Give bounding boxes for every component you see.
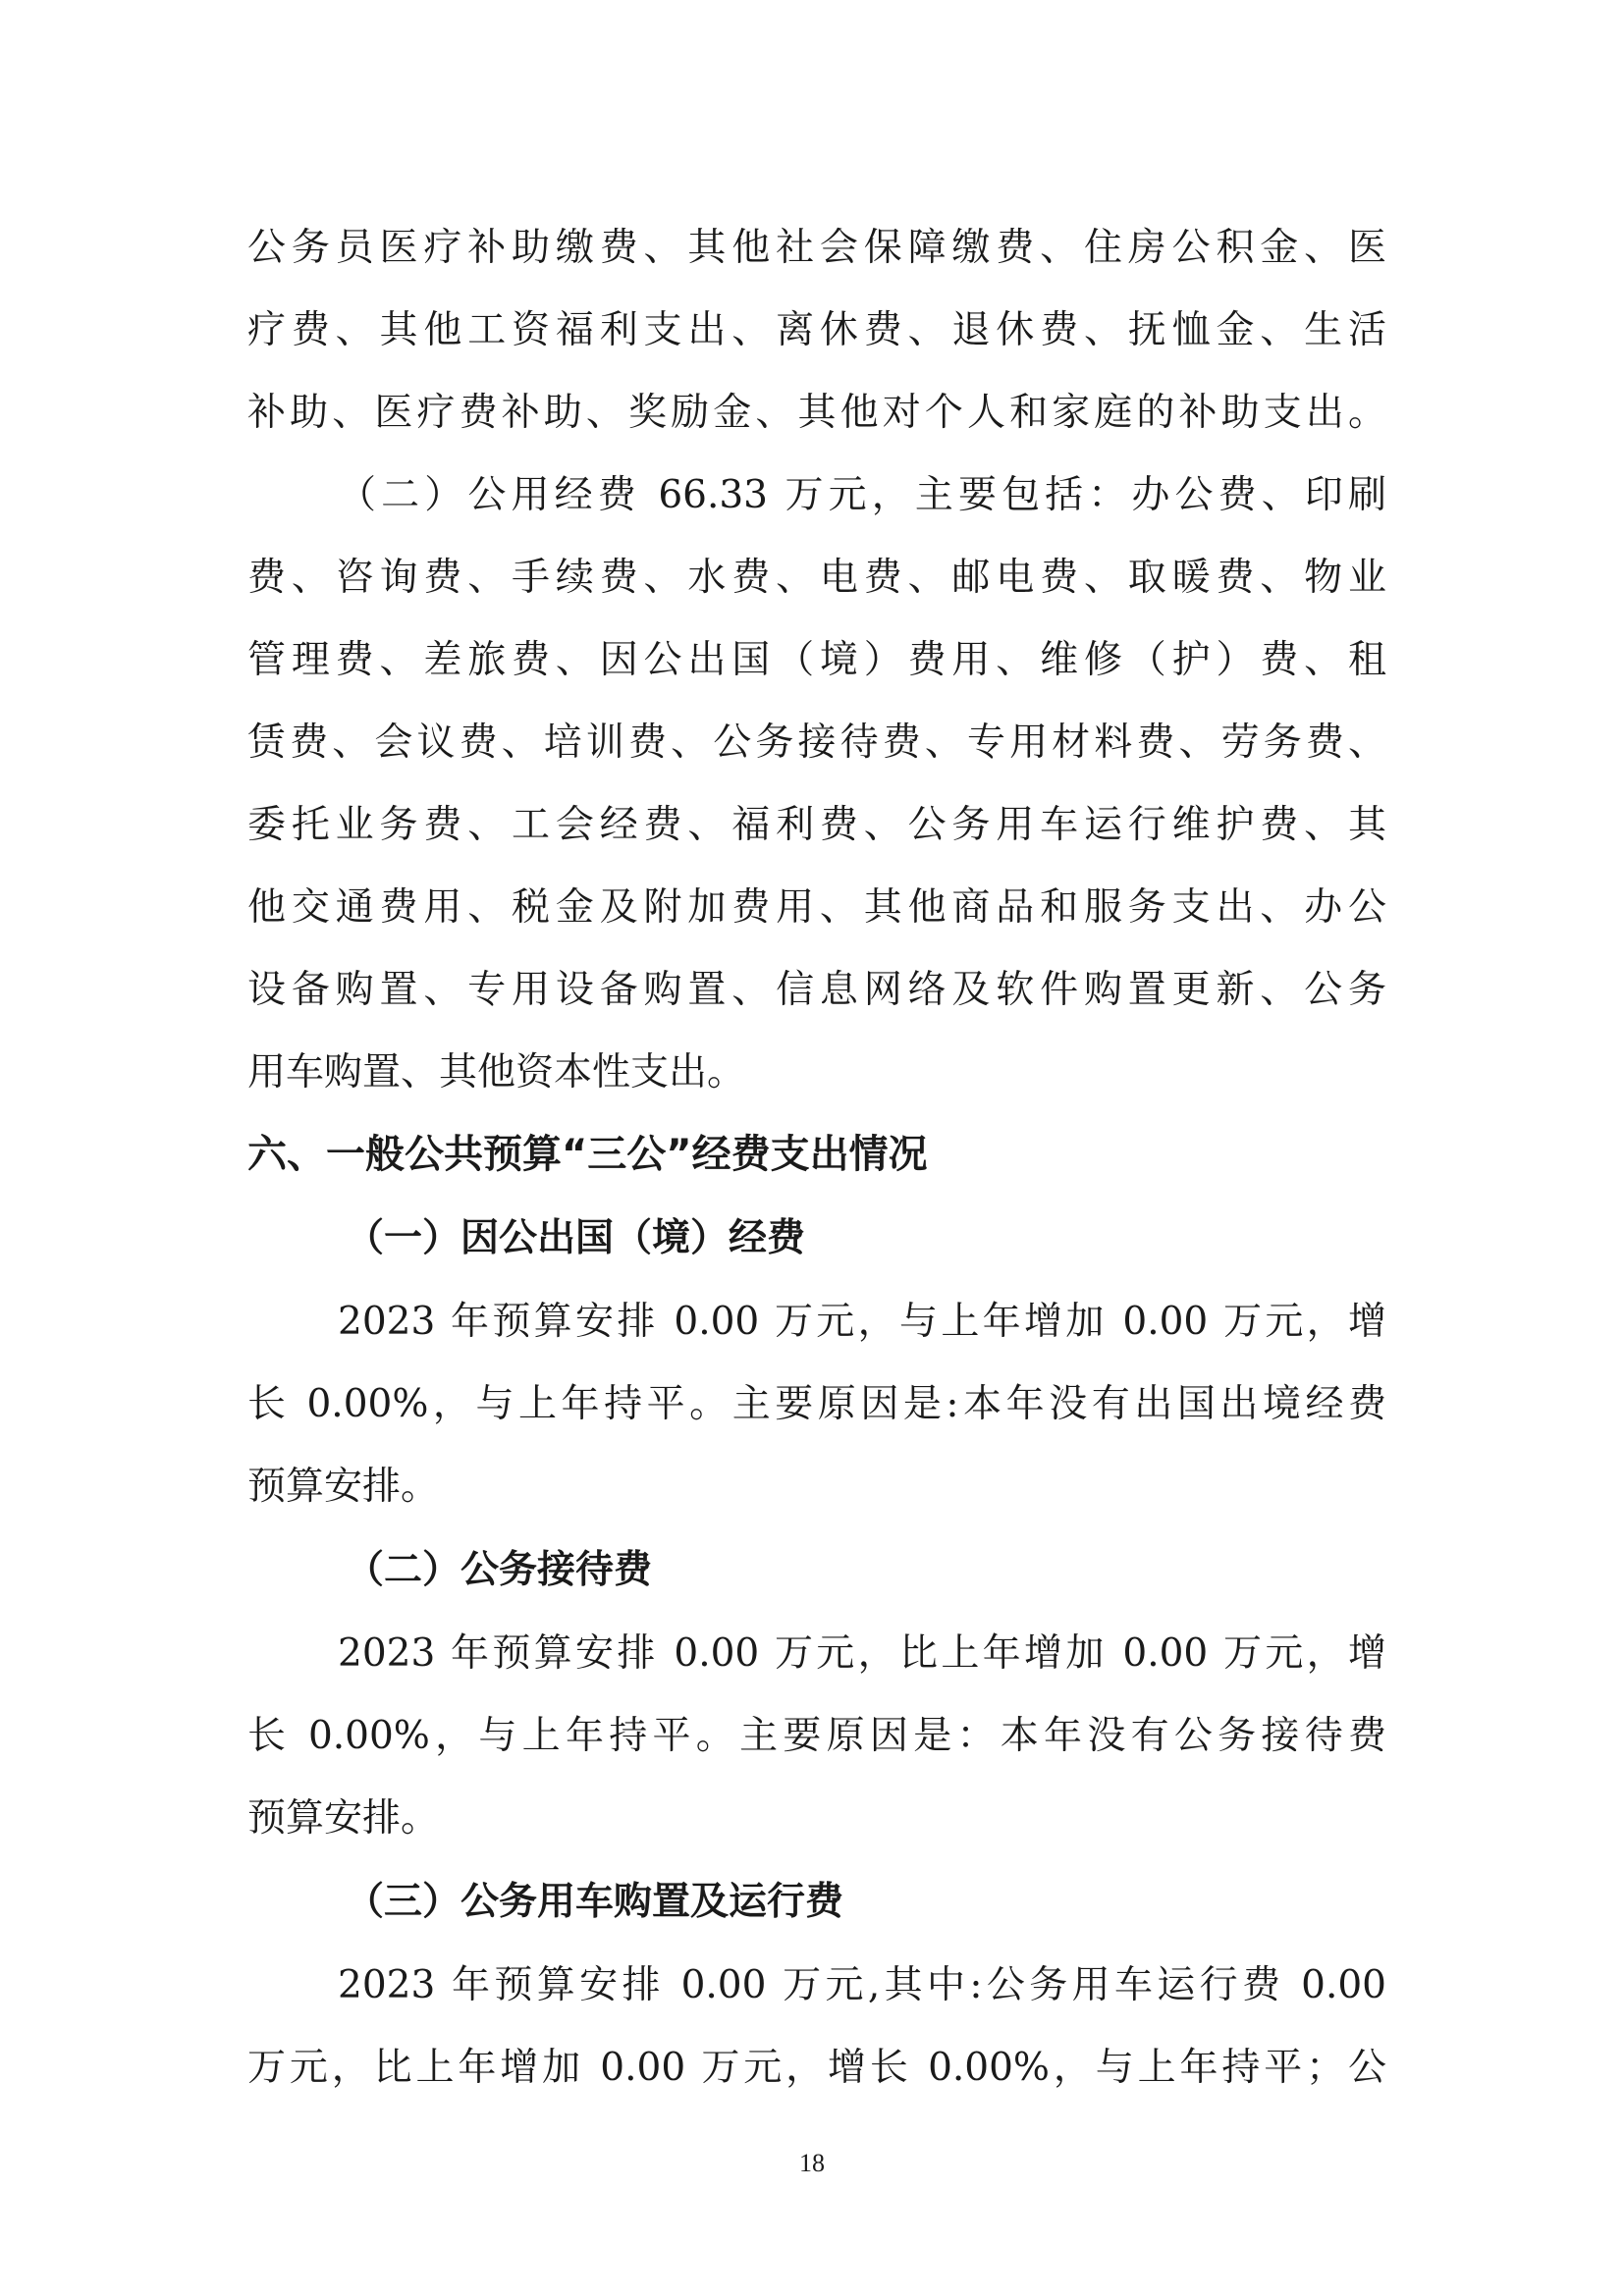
section-heading: 六、一般公共预算“三公”经费支出情况 (247, 1132, 928, 1177)
paragraph-line: 万元，比上年增加 0.00 万元，增长 0.00%，与上年持平；公 (247, 2046, 1386, 2090)
paragraph-line: 委托业务费、工会经费、福利费、公务用车运行维护费、其 (247, 803, 1386, 847)
paragraph-line: 长 0.00%，与上年持平。主要原因是:本年没有出国出境经费 (247, 1382, 1386, 1426)
paragraph-line: 预算安排。 (247, 1465, 440, 1509)
paragraph-line: 补助、医疗费补助、奖励金、其他对个人和家庭的补助支出。 (247, 391, 1386, 435)
paragraph-line: 管理费、差旅费、因公出国（境）费用、维修（护）费、租 (247, 638, 1386, 682)
paragraph-line: 他交通费用、税金及附加费用、其他商品和服务支出、办公 (247, 885, 1386, 930)
paragraph-line: 长 0.00%，与上年持平。主要原因是：本年没有公务接待费 (247, 1714, 1386, 1758)
paragraph-line: 2023 年预算安排 0.00 万元，比上年增加 0.00 万元，增 (338, 1631, 1386, 1676)
paragraph-line: 公务员医疗补助缴费、其他社会保障缴费、住房公积金、医 (247, 226, 1386, 270)
paragraph-line: 用车购置、其他资本性支出。 (247, 1050, 746, 1095)
paragraph-line: 设备购置、专用设备购置、信息网络及软件购置更新、公务 (247, 968, 1386, 1012)
paragraph-line: 预算安排。 (247, 1796, 440, 1841)
subsection-title: （二）公务接待费 (346, 1548, 653, 1592)
subsection-title: （三）公务用车购置及运行费 (346, 1880, 844, 1924)
paragraph-line: 疗费、其他工资福利支出、离休费、退休费、抚恤金、生活 (247, 308, 1386, 352)
paragraph-line: 2023 年预算安排 0.00 万元,其中:公务用车运行费 0.00 (338, 1963, 1386, 2007)
paragraph-line: 费、咨询费、手续费、水费、电费、邮电费、取暖费、物业 (247, 556, 1386, 600)
paragraph-line: 赁费、会议费、培训费、公务接待费、专用材料费、劳务费、 (247, 721, 1386, 765)
page-number: 18 (799, 2149, 825, 2177)
paragraph-line: （二）公用经费 66.33 万元，主要包括：办公费、印刷 (338, 473, 1386, 517)
subsection-title: （一）因公出国（境）经费 (346, 1216, 806, 1260)
paragraph-line: 2023 年预算安排 0.00 万元，与上年增加 0.00 万元，增 (338, 1300, 1386, 1344)
